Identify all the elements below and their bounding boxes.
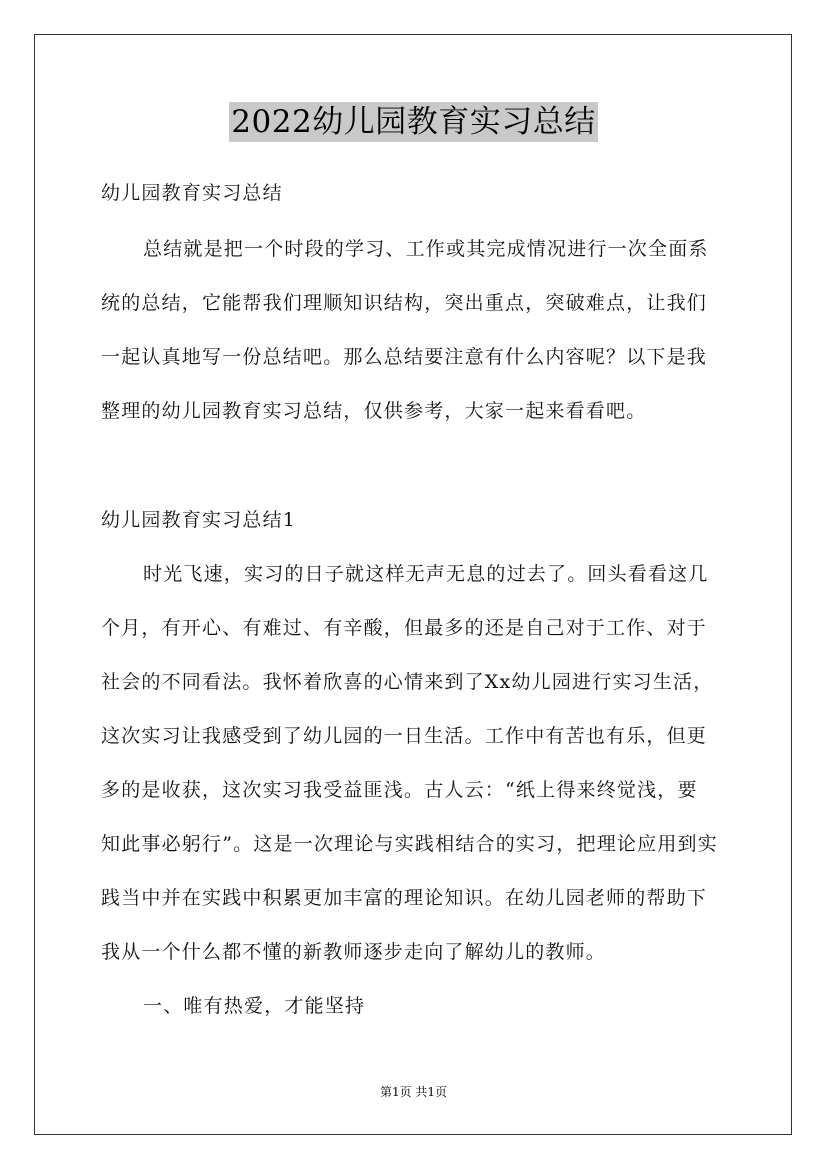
- document-title-container: [0, 102, 827, 142]
- document-title: 2022幼儿园教育实习总结: [231, 104, 596, 140]
- document-subtitle: 幼儿园教育实习总结: [101, 182, 283, 204]
- paragraph-line: 践当中并在实践中积累更加丰富的理论知识。在幼儿园老师的帮助下: [101, 887, 708, 909]
- paragraph-line: 个月，有开心、有难过、有辛酸，但最多的还是自己对于工作、对于: [101, 617, 708, 639]
- paragraph-line: 时光飞速，实习的日子就这样无声无息的过去了。回头看看这几: [143, 563, 709, 585]
- paragraph-line: 这次实习让我感受到了幼儿园的一日生活。工作中有苦也有乐，但更: [101, 725, 708, 747]
- paragraph-line: 多的是收获，这次实习我受益匪浅。古人云：“纸上得来终觉浅，要: [101, 779, 698, 801]
- intro-line: 总结就是把一个时段的学习、工作或其完成情况进行一次全面系: [143, 238, 709, 260]
- intro-line: 整理的幼儿园教育实习总结，仅供参考，大家一起来看看吧。: [101, 400, 647, 422]
- section-heading: 幼儿园教育实习总结1: [101, 509, 297, 531]
- paragraph-line: 我从一个什么都不懂的新教师逐步走向了解幼儿的教师。: [101, 941, 607, 963]
- subheading: 一、唯有热爱，才能坚持: [143, 995, 366, 1017]
- paragraph-line: 社会的不同看法。我怀着欣喜的心情来到了Xx幼儿园进行实习生活，: [101, 671, 714, 693]
- intro-line: 一起认真地写一份总结吧。那么总结要注意有什么内容呢？以下是我: [101, 346, 708, 368]
- page-number-footer: 第1页 共1页: [379, 1085, 448, 1099]
- intro-line: 统的总结，它能帮我们理顺知识结构，突出重点，突破难点，让我们: [101, 292, 708, 314]
- paragraph-line: 知此事必躬行”。这是一次理论与实践相结合的实习，把理论应用到实: [101, 833, 718, 855]
